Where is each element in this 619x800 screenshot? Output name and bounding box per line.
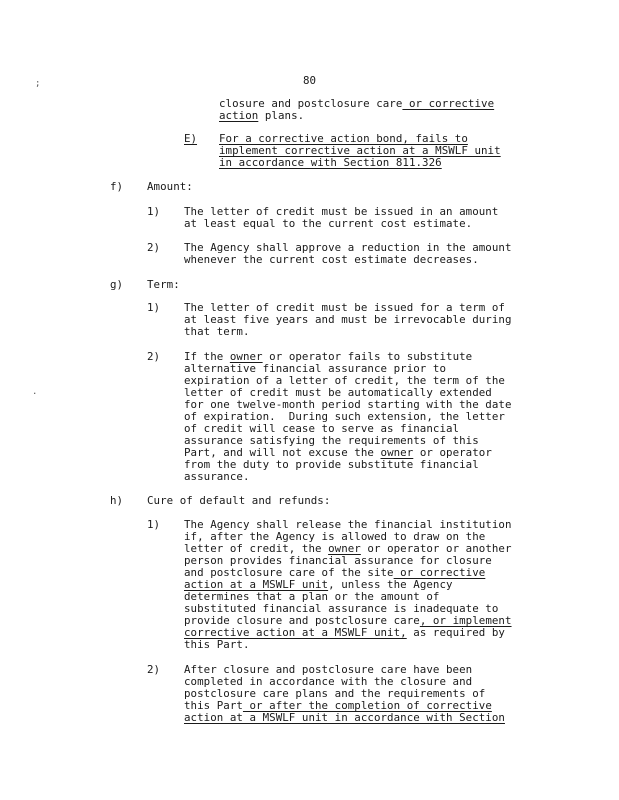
text-line: for one twelve-month period starting with the date [184,398,512,411]
text-line: at least five years and must be irrevocable during [184,313,512,326]
text-line: The letter of credit must be issued in an amount [184,205,499,218]
section-title: Cure of default and refunds: [147,494,331,507]
section-label: h) [110,494,124,507]
text-line: that term. [184,325,250,338]
text-line: action plans. [219,109,305,122]
text-line: The letter of credit must be issued for a term of [184,301,505,314]
text-line: of credit will cease to serve as financial [184,422,460,435]
item-number: 2) [147,663,161,676]
text-line: person provides financial assurance for closure [184,554,492,567]
text-line: at least equal to the current cost estimate. [184,217,473,230]
item-number: 1) [147,205,161,218]
text-line: in accordance with Section 811.326 [219,156,442,169]
page-number: 80 [303,74,317,87]
text-line: from the duty to provide substitute financial [184,458,479,471]
item-number: 2) [147,350,161,363]
item-number: 1) [147,301,161,314]
text-line: this Part or after the completion of corrective [184,699,492,712]
text-line: this Part. [184,638,250,651]
text-line: postclosure care plans and the requirements of [184,687,486,700]
text-line: If the owner or operator fails to substitute [184,350,473,363]
text-line: of expiration. During such extension, the letter [184,410,505,423]
text-line: expiration of a letter of credit, the term of the [184,374,505,387]
margin-mark: . [32,387,38,397]
text-line: assurance satisfying the requirements of this [184,434,479,447]
text-line: action at a MSWLF unit in accordance with Section [184,711,505,724]
text-line: implement corrective action at a MSWLF unit [219,144,501,157]
item-number: 1) [147,518,161,531]
text-line: assurance. [184,470,250,483]
text-line: For a corrective action bond, fails to [219,132,468,145]
text-line: The Agency shall approve a reduction in the amount [184,241,512,254]
text-line: corrective action at a MSWLF unit, as required by [184,626,505,639]
text-line: whenever the current cost estimate decreases. [184,253,479,266]
section-title: Amount: [147,180,193,193]
text-line: action at a MSWLF unit, unless the Agency [184,578,453,591]
text-line: letter of credit, the owner or operator or another [184,542,512,555]
text-line: After closure and postclosure care have been [184,663,473,676]
text-line: if, after the Agency is allowed to draw on the [184,530,486,543]
text-line: completed in accordance with the closure and [184,675,473,688]
section-label: g) [110,278,124,291]
text-line: Part, and will not excuse the owner or operator [184,446,492,459]
text-line: The Agency shall release the financial institution [184,518,512,531]
section-label: f) [110,180,124,193]
item-number: 2) [147,241,161,254]
text-line: and postclosure care of the site or corrective [184,566,486,579]
text-line: letter of credit must be automatically extended [184,386,492,399]
subsection-label: E) [184,132,198,145]
section-title: Term: [147,278,180,291]
text-line: determines that a plan or the amount of [184,590,440,603]
text-line: closure and postclosure care or corrective [219,97,495,110]
text-line: substituted financial assurance is inadequate to [184,602,499,615]
text-line: alternative financial assurance prior to [184,362,447,375]
margin-mark: ; [35,79,41,89]
text-line: provide closure and postclosure care, or implement [184,614,512,627]
